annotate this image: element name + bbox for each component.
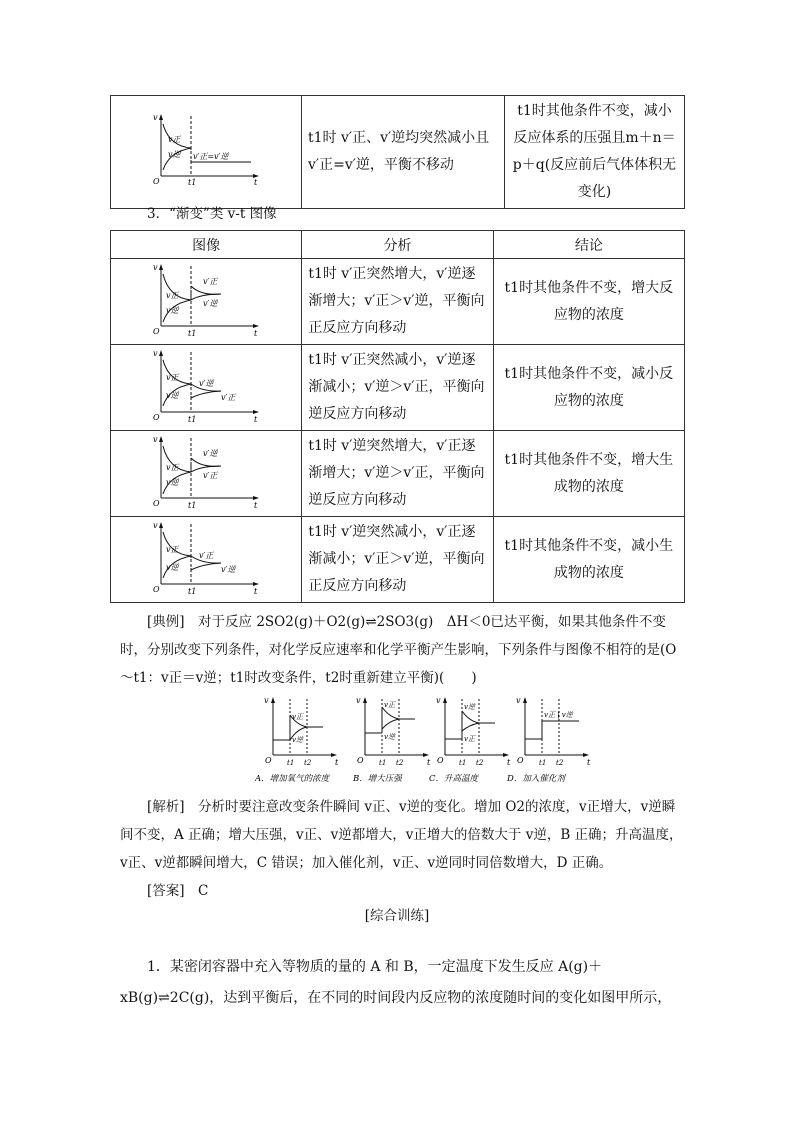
svg-text:t2: t2 <box>304 759 312 767</box>
svg-text:v正: v正 <box>166 372 179 382</box>
option-c-graph <box>429 696 511 784</box>
top-analysis: t1时 v′正、v′逆均突然减小且 v′正=v′逆，平衡不移动 <box>302 96 505 209</box>
option-b-graph <box>352 696 431 784</box>
svg-text:v逆: v逆 <box>464 703 475 711</box>
svg-text:v: v <box>356 696 361 705</box>
option-a-graph <box>255 696 339 784</box>
svg-text:O: O <box>153 412 160 422</box>
svg-text:v′正: v′正 <box>199 550 214 560</box>
svg-text:v′正: v′正 <box>221 392 236 402</box>
svg-text:t: t <box>254 500 258 510</box>
svg-text:v′正: v′正 <box>203 276 218 286</box>
top-vt-graph <box>151 112 261 188</box>
svg-text:v: v <box>153 520 158 530</box>
graph-label-v: v <box>153 113 158 122</box>
table-row <box>111 345 685 431</box>
svg-text:t1: t1 <box>459 759 467 767</box>
svg-text:v正: v正 <box>464 735 475 743</box>
question-1: 1．某密闭容器中充入等物质的量的 A 和 B，一定温度下发生反应 A(g)＋xB(g)⇌2C(g)，达到平衡后，在不同的时间段内反应物的浓度随时间的变化如图甲所示， <box>120 959 672 1006</box>
svg-text:t2: t2 <box>476 759 484 767</box>
header-graph: 图像 <box>111 231 302 259</box>
svg-text:v′逆: v′逆 <box>221 564 236 574</box>
svg-text:t1: t1 <box>287 759 295 767</box>
row-conclusion: t1时其他条件不变，减小反应物的浓度 <box>493 345 684 431</box>
row-conclusion: t1时其他条件不变，增大反应物的浓度 <box>493 259 684 345</box>
svg-text:t1: t1 <box>188 414 197 424</box>
answer-text: [答案] C <box>147 883 209 899</box>
svg-text:v逆: v逆 <box>166 305 179 315</box>
svg-text:O: O <box>437 756 444 765</box>
svg-text:v′逆: v′逆 <box>203 448 218 458</box>
svg-text:O: O <box>153 498 160 508</box>
svg-text:O: O <box>153 326 160 336</box>
row-analysis: t1时 v′正突然增大，v′逆逐渐增大；v′正＞v′逆，平衡向正反应方向移动 <box>302 259 493 345</box>
svg-text:v逆: v逆 <box>166 390 179 400</box>
gradual-vt-table <box>110 230 685 603</box>
top-conclusion: t1时其他条件不变，减小反应体系的压强且m＋n＝p＋q(反应前后气体体积无变化) <box>505 96 685 209</box>
svg-text:v: v <box>436 696 441 705</box>
svg-text:t: t <box>507 758 511 767</box>
svg-text:v′逆: v′逆 <box>203 298 218 308</box>
svg-text:v逆: v逆 <box>384 733 395 741</box>
svg-text:t2: t2 <box>396 759 404 767</box>
svg-text:t2: t2 <box>556 759 564 767</box>
svg-text:O: O <box>265 756 272 765</box>
svg-text:v: v <box>153 348 158 358</box>
row-analysis: t1时 v′逆突然减小，v′正逐渐减小；v′正＞v′逆，平衡向正反应方向移动 <box>302 517 493 603</box>
option-b-caption: B．增大压强 <box>353 774 402 784</box>
header-analysis: 分析 <box>302 231 493 259</box>
option-d-graph <box>506 696 591 784</box>
analysis-text: [解析] 分析时要注意改变条件瞬间 v正、v逆的变化。增加 O2的浓度，v正增大，v逆瞬间不变，A 正确；增大压强，v正、v逆都增大，v正增大的倍数大于 v逆，B 正确；升高温度，v正、v逆都瞬间增大，C 错误；加入催化剂，v正、v逆同时同倍数增大，D 正确。 <box>120 799 683 871</box>
svg-text:t1: t1 <box>188 500 197 510</box>
option-c-caption: C．升高温度 <box>429 774 479 784</box>
graph-label-eq: v′正=v′逆 <box>193 152 229 161</box>
svg-text:v正: v正 <box>166 290 179 300</box>
graph-label-rev: v逆 <box>168 150 181 159</box>
top-table <box>110 95 685 209</box>
svg-text:v′正: v′正 <box>203 470 218 480</box>
svg-text:v正: v正 <box>292 713 303 721</box>
vt-graph-1 <box>151 262 261 338</box>
row-conclusion: t1时其他条件不变，增大生成物的浓度 <box>493 431 684 517</box>
svg-text:v正: v正 <box>166 544 179 554</box>
svg-text:t1: t1 <box>188 586 197 596</box>
svg-text:t1: t1 <box>188 328 197 338</box>
row-analysis: t1时 v′正突然减小，v′逆逐渐减小；v′逆＞v′正，平衡向逆反应方向移动 <box>302 345 493 431</box>
graph-label-fwd: v正 <box>168 135 181 144</box>
svg-text:v正 | v逆: v正 | v逆 <box>544 711 573 719</box>
svg-text:v: v <box>153 262 158 272</box>
svg-text:O: O <box>153 584 160 594</box>
svg-text:v: v <box>264 696 269 705</box>
graph-label-t: t <box>254 178 258 187</box>
graph-label-t1: t1 <box>188 178 197 187</box>
vt-graph-2 <box>151 348 261 424</box>
svg-text:v正: v正 <box>384 701 395 709</box>
graph-cell <box>111 259 302 345</box>
svg-text:v: v <box>516 696 521 705</box>
svg-text:t: t <box>587 758 591 767</box>
graph-cell <box>111 345 302 431</box>
svg-text:t1: t1 <box>539 759 547 767</box>
row-analysis: t1时 v′逆突然增大，v′正逐渐增大；v′逆＞v′正，平衡向逆反应方向移动 <box>302 431 493 517</box>
option-graphs-svg <box>255 695 615 790</box>
svg-text:v逆: v逆 <box>166 562 179 572</box>
graph-label-o: O <box>153 177 160 186</box>
training-title: [综合训练] <box>364 908 430 924</box>
svg-text:O: O <box>357 756 364 765</box>
vt-graph-3 <box>151 434 261 510</box>
table-row <box>111 517 685 603</box>
svg-text:v′逆: v′逆 <box>199 378 214 388</box>
table-row <box>111 431 685 517</box>
table-row <box>111 259 685 345</box>
section3-title: 3．“渐变”类 v-t 图像 <box>147 206 277 222</box>
svg-text:t: t <box>335 758 339 767</box>
example-text: [典例] 对于反应 2SO2(g)＋O2(g)⇌2SO3(g) ΔH＜0已达平衡，如果其他条件不变时，分别改变下列条件，对化学反应速率和化学平衡产生影响，下列条件与图像不相符的是(O～t1：v正＝v逆；t1时改变条件，t2时重新建立平衡)( ) <box>120 614 677 686</box>
header-conclusion: 结论 <box>493 231 684 259</box>
svg-text:O: O <box>517 756 524 765</box>
graph-cell <box>111 517 302 603</box>
svg-text:v: v <box>153 434 158 444</box>
graph-cell <box>111 431 302 517</box>
row-conclusion: t1时其他条件不变，减小生成物的浓度 <box>493 517 684 603</box>
svg-text:v逆: v逆 <box>292 736 303 744</box>
option-a-caption: A．增加氧气的浓度 <box>255 774 330 784</box>
svg-text:t: t <box>254 586 258 596</box>
vt-graph-4 <box>151 520 261 596</box>
svg-text:t: t <box>254 328 258 338</box>
svg-text:v正: v正 <box>166 462 179 472</box>
option-graphs <box>255 695 615 790</box>
svg-text:t1: t1 <box>379 759 387 767</box>
svg-text:t: t <box>254 414 258 424</box>
svg-text:v逆: v逆 <box>166 477 179 487</box>
option-d-caption: D．加入催化剂 <box>507 774 565 784</box>
svg-text:t: t <box>427 758 431 767</box>
top-graph-cell <box>111 96 302 209</box>
